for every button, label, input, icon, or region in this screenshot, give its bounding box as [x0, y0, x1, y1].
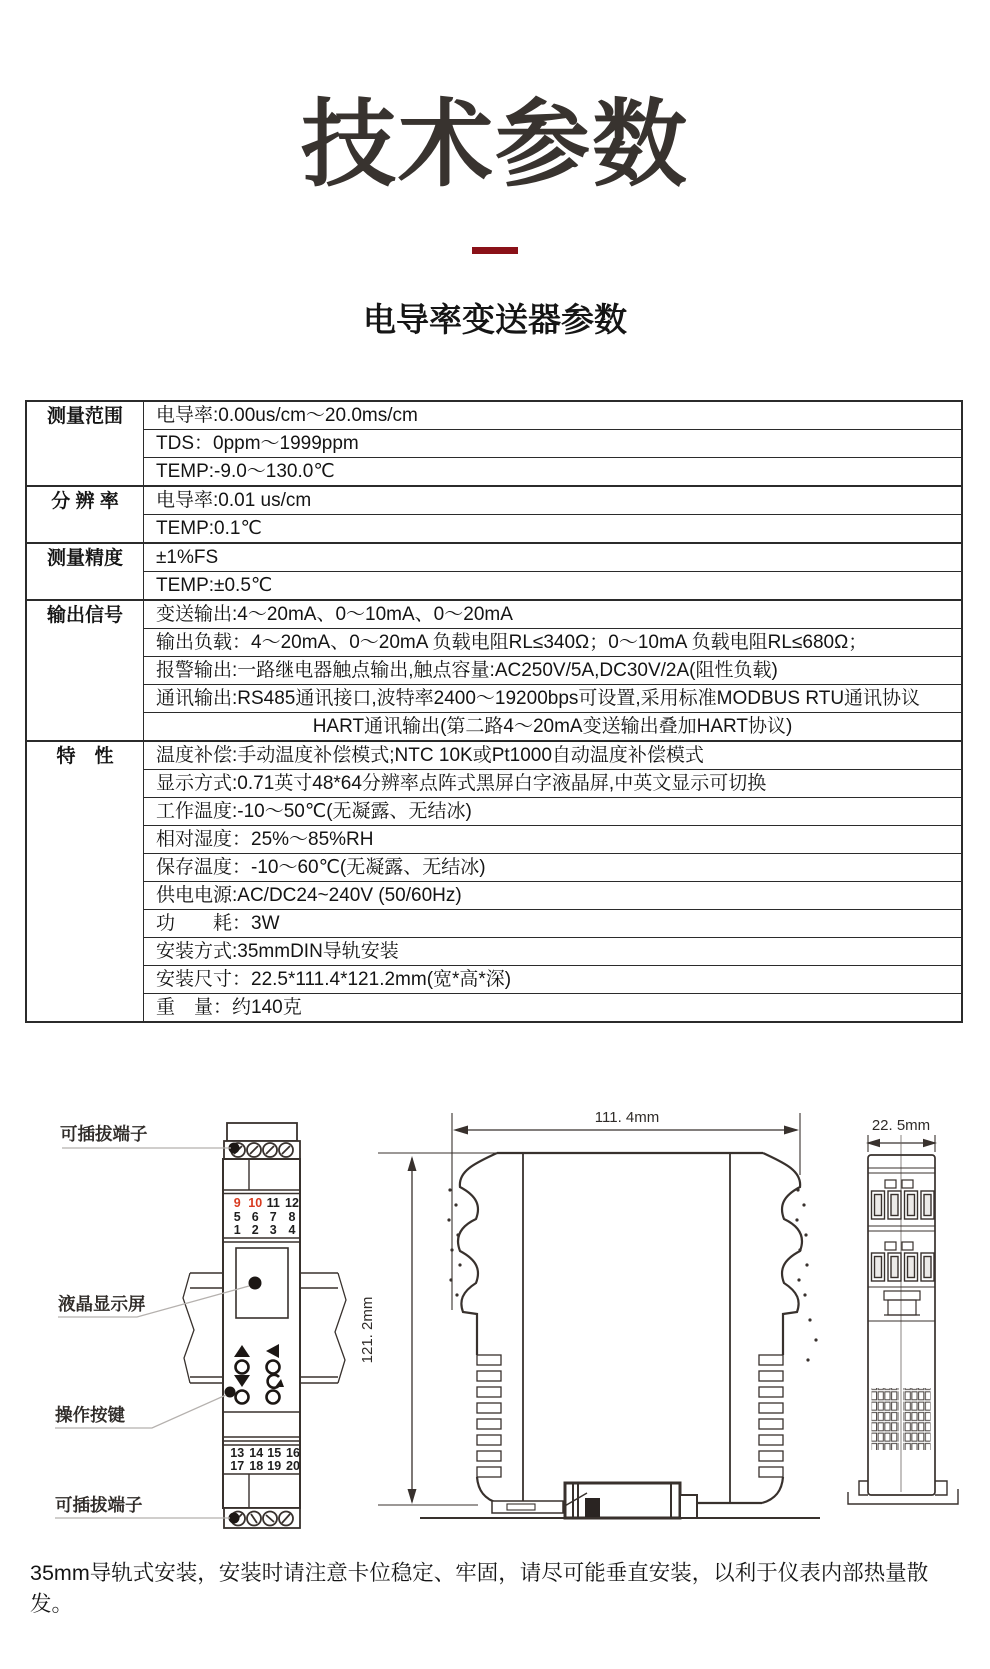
spec-category-label: 特 性: [26, 741, 144, 1022]
technical-drawings: [0, 1040, 990, 1540]
dimension-width-label: 22. 5mm: [871, 1117, 931, 1134]
vent-grid: [904, 1388, 931, 1450]
callout-terminal-bottom: 可插拔端子: [55, 1495, 143, 1515]
title-accent-dash: [472, 247, 518, 254]
spec-value: 保存温度：-10～60℃(无凝露、无结冰): [144, 854, 963, 882]
terminal-number: 3: [269, 1223, 277, 1237]
spec-value: 相对湿度：25%～85%RH: [144, 826, 963, 854]
table-row: [26, 938, 962, 966]
callout-terminal-top: 可插拔端子: [60, 1124, 148, 1144]
table-row: [26, 882, 962, 910]
rear-view-drawing: [848, 1135, 958, 1504]
spec-value: 重 量：约140克: [144, 994, 963, 1023]
terminal-number: 8: [288, 1210, 296, 1224]
terminal-number: 16: [286, 1446, 300, 1460]
table-row: [26, 657, 962, 685]
spec-value: 功 耗：3W: [144, 910, 963, 938]
table-row: [26, 401, 962, 430]
spec-value: TEMP:±0.5℃: [144, 572, 963, 601]
terminal-number: 18: [249, 1459, 264, 1473]
table-row: [26, 826, 962, 854]
spec-value: 报警输出:一路继电器触点输出,触点容量:AC250V/5A,DC30V/2A(阻性负载): [144, 657, 963, 685]
spec-value: 安装方式:35mmDIN导轨安装: [144, 938, 963, 966]
terminal-number: 10: [248, 1196, 263, 1210]
terminal-number: 1: [233, 1223, 241, 1237]
terminal-number: 5: [233, 1210, 241, 1224]
vent-grid: [872, 1388, 899, 1450]
spec-value: TEMP:-9.0～130.0℃: [144, 458, 963, 487]
page-title: 技术参数: [300, 92, 689, 198]
callout-lcd: 液晶显示屏: [58, 1294, 146, 1314]
dotted-texture: [447, 1188, 817, 1361]
spec-category-label: 测量精度: [26, 543, 144, 600]
table-row: [26, 629, 962, 657]
table-row: [26, 910, 962, 938]
table-row: [26, 600, 962, 629]
svg-text:17 18 19: [230, 1459, 300, 1473]
dimension-arrows: [408, 1126, 800, 1505]
terminal-number: 15: [267, 1446, 282, 1460]
table-row: [26, 854, 962, 882]
table-row: [26, 572, 962, 601]
terminal-number: 7: [269, 1210, 277, 1224]
spec-value: 电导率:0.00us/cm～20.0ms/cm: [144, 401, 963, 430]
table-row: [26, 685, 962, 713]
table-row: [26, 458, 962, 487]
table-row: [26, 515, 962, 544]
spec-value: 输出负载：4～20mA、0～20mA 负载电阻RL≤340Ω；0～10mA 负载电阻RL≤680Ω；: [144, 629, 963, 657]
table-row: [26, 966, 962, 994]
dimension-height-label: 111. 4mm: [594, 1109, 660, 1126]
spec-category-label: 输出信号: [26, 600, 144, 741]
spec-value: 通讯输出:RS485通讯接口,波特率2400～19200bps可设置,采用标准MODBUS RTU通讯协议: [144, 685, 963, 713]
spec-table: [25, 400, 963, 1023]
terminal-numbers-bottom: [230, 1446, 300, 1473]
terminal-number: 11: [266, 1196, 280, 1210]
terminal-number: 2: [251, 1223, 259, 1237]
spec-value: 工作温度:-10～50℃(无凝露、无结冰): [144, 798, 963, 826]
buttons-callout-dot: [225, 1387, 236, 1398]
table-row: [26, 741, 962, 770]
table-row: [26, 770, 962, 798]
callout-leader-lines: [55, 1148, 249, 1518]
terminal-number: 9: [233, 1196, 241, 1210]
spec-value: 变送输出:4～20mA、0～10mA、0～20mA: [144, 600, 963, 629]
spec-value: TDS：0ppm～1999ppm: [144, 430, 963, 458]
terminal-number: 13: [230, 1446, 245, 1460]
spec-category-label: 测量范围: [26, 401, 144, 486]
installation-note: 35mm导轨式安装，安装时请注意卡位稳定、牢固，请尽可能垂直安装，以利于仪表内部热量散发。: [30, 1561, 929, 1616]
terminal-number: 6: [251, 1210, 259, 1224]
terminal-number: 19: [267, 1459, 282, 1473]
callout-buttons: 操作按键: [55, 1405, 125, 1425]
section-subtitle: 电导率变送器参数: [363, 301, 627, 338]
lcd-callout-dot: [249, 1277, 262, 1290]
spec-value: 电导率:0.01 us/cm: [144, 486, 963, 515]
spec-value: 安装尺寸：22.5*111.4*121.2mm(宽*高*深): [144, 966, 963, 994]
terminal-number: 12: [285, 1196, 299, 1210]
spec-category-label: 分 辨 率: [26, 486, 144, 543]
lcd-screen-outline: [236, 1248, 288, 1318]
spec-value: 显示方式:0.71英寸48*64分辨率点阵式黑屏白字液晶屏,中英文显示可切换: [144, 770, 963, 798]
terminal-number: 4: [288, 1223, 296, 1237]
terminal-number: 20: [286, 1459, 300, 1473]
dimension-depth-label: 121. 2mm: [359, 1296, 376, 1364]
side-view-drawing: [378, 1113, 820, 1518]
table-row: [26, 543, 962, 572]
spec-value: ±1%FS: [144, 543, 963, 572]
table-row: [26, 486, 962, 515]
table-row: [26, 994, 962, 1023]
spec-value: HART通讯输出(第二路4～20mA变送输出叠加HART协议): [144, 713, 963, 742]
table-row: [26, 798, 962, 826]
spec-value: 温度补偿:手动温度补偿模式;NTC 10K或Pt1000自动温度补偿模式: [144, 741, 963, 770]
svg-text:9 10 11: [234, 1196, 299, 1210]
terminal-number: 14: [249, 1446, 264, 1460]
table-row: [26, 430, 962, 458]
table-row: [26, 713, 962, 742]
spec-value: 供电电源:AC/DC24~240V (50/60Hz): [144, 882, 963, 910]
terminal-number: 17: [230, 1459, 245, 1473]
svg-text:13 14 15: [230, 1446, 300, 1460]
bottom-terminal-callout-dot: [229, 1513, 240, 1524]
spec-value: TEMP:0.1℃: [144, 515, 963, 544]
